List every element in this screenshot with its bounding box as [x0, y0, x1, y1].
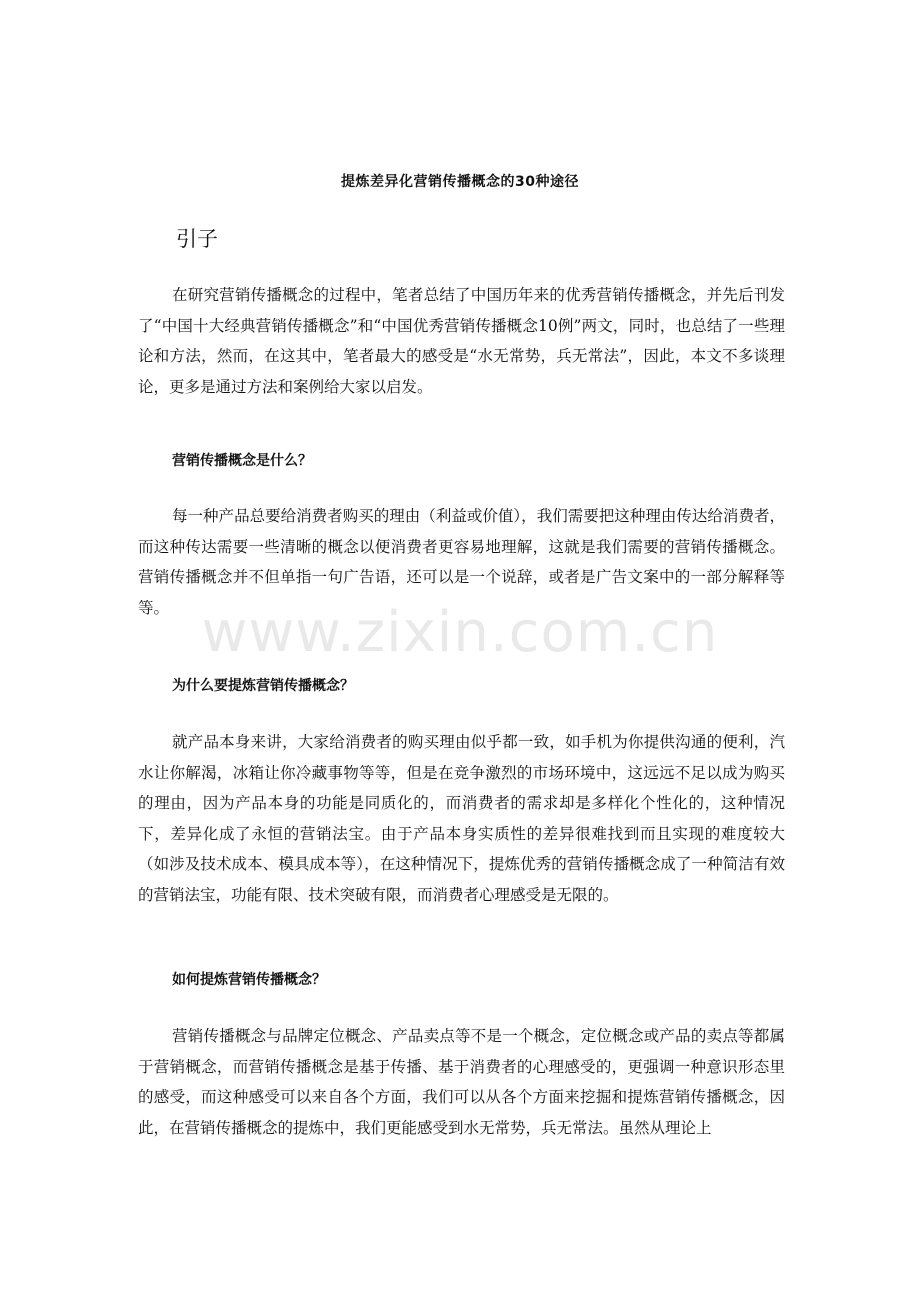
intro-heading: 引子 [176, 227, 218, 251]
section-paragraph-why: 就产品本身来讲，大家给消费者的购买理由似乎都一致，如手机为你提供沟通的便利，汽水让你解渴，冰箱让你冷藏事物等等，但是在竞争激烈的市场环境中，这远远不足以成为购买的理由，因为产品本身的功能是同质化的，而消费者的需求却是多样化个性化的，这种情况下，差异化成了永恒的营销法宝。由于产品本身实质性的差异很难找到而且实现的难度较大（如涉及技术成本、模具成本等），在这种情况下，提炼优秀的营销传播概念成了一种简洁有效的营销法宝，功能有限、技术突破有限，而消费者心理感受是无限的。 [138, 733, 785, 904]
intro-paragraph: 在研究营销传播概念的过程中，笔者总结了中国历年来的优秀营销传播概念，并先后刊发了“中国十大经典营销传播概念”和“中国优秀营销传播概念10例”两文，同时，也总结了一些理论和方法，然而，在这其中，笔者最大的感受是“水无常势，兵无常法”，因此，本文不多谈理论，更多是通过方法和案例给大家以启发。 [138, 286, 785, 396]
watermark: www.zixin.com.cn [201, 600, 719, 665]
section-paragraph-how: 营销传播概念与品牌定位概念、产品卖点等不是一个概念，定位概念或产品的卖点等都属于营销概念，而营销传播概念是基于传播、基于消费者的心理感受的，更强调一种意识形态里的感受，而这种感受可以来自各个方面，我们可以从各个方面来挖掘和提炼营销传播概念，因此，在营销传播概念的提炼中，我们更能感受到水无常势，兵无常法。虽然从理论上 [138, 1027, 785, 1137]
section-heading-how: 如何提炼营销传播概念？ [172, 972, 326, 988]
section-heading-what: 营销传播概念是什么？ [172, 453, 312, 469]
document-title: 提炼差异化营销传播概念的30种途径 [341, 174, 579, 190]
section-heading-why: 为什么要提炼营销传播概念？ [172, 678, 354, 694]
section-paragraph-what: 每一种产品总要给消费者购买的理由（利益或价值），我们需要把这种理由传达给消费者，而这种传达需要一些清晰的概念以便消费者更容易地理解，这就是我们需要的营销传播概念。营销传播概念并不但单指一句广告语，还可以是一个说辞，或者是广告文案中的一部分解释等等。 [138, 507, 785, 617]
